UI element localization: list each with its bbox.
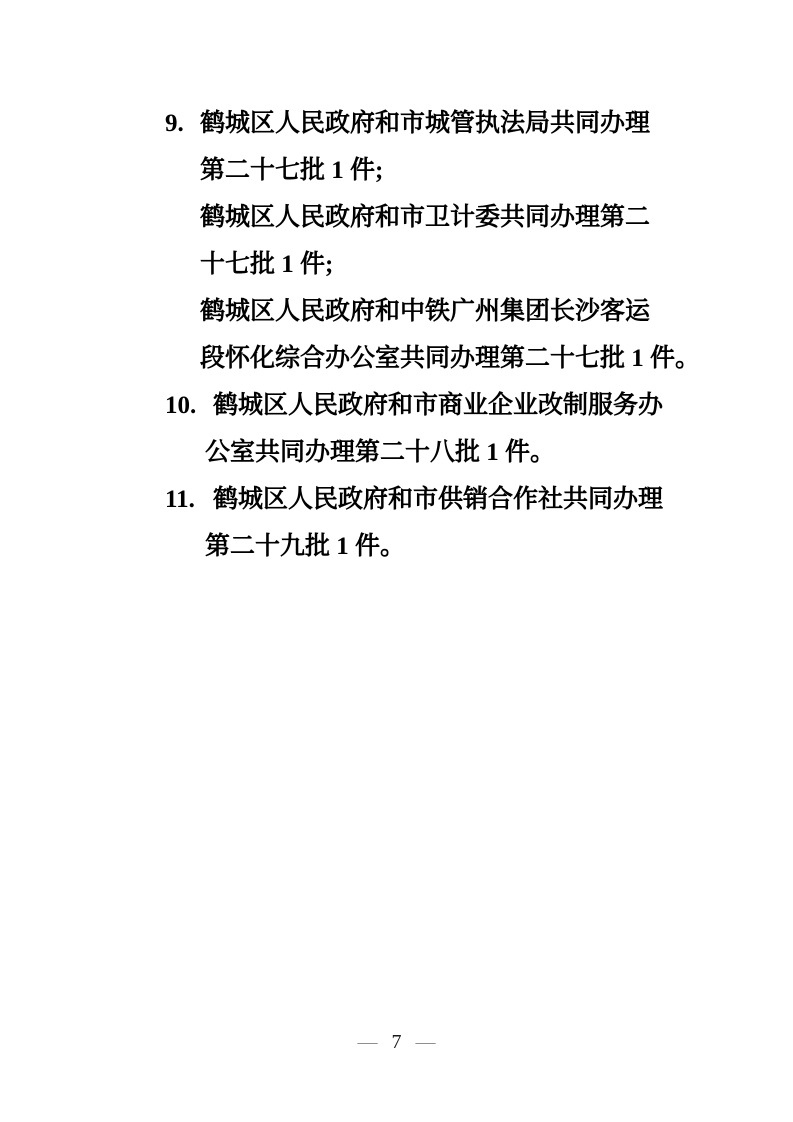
item-first-line [165, 382, 705, 429]
item-line-text: 段怀化综合办公室共同办理第二十七批 1 件。 [200, 345, 701, 372]
page-number: 7 [391, 1031, 402, 1053]
item-line-text: 鹤城区人民政府和市卫计委共同办理第二 [200, 204, 651, 231]
item-line-text: 鹤城区人民政府和市供销合作社共同办理 [213, 486, 664, 513]
item-line-text: 十七批 1 件; [200, 251, 334, 278]
page-footer [0, 1029, 793, 1055]
item-line-text: 公室共同办理第二十八批 1 件。 [205, 439, 556, 466]
list-item [165, 100, 705, 382]
footer-right-dash: — [415, 1031, 436, 1053]
document-body [165, 100, 705, 570]
list-item [165, 382, 705, 476]
list-item [165, 476, 705, 570]
item-number: 11. [165, 486, 195, 513]
item-number: 10. [165, 392, 197, 419]
item-line-text: 第二十九批 1 件。 [205, 533, 406, 560]
item-line-text: 第二十七批 1 件; [200, 157, 384, 184]
footer-left-dash: — [357, 1031, 378, 1053]
item-line-text: 鹤城区人民政府和中铁广州集团长沙客运 [200, 298, 651, 325]
item-line-text: 鹤城区人民政府和市城管执法局共同办理 [200, 110, 651, 137]
item-line-text: 鹤城区人民政府和市商业企业改制服务办 [213, 392, 664, 419]
item-number: 9. [165, 110, 184, 137]
item-first-line [165, 100, 705, 147]
item-first-line [165, 476, 705, 523]
